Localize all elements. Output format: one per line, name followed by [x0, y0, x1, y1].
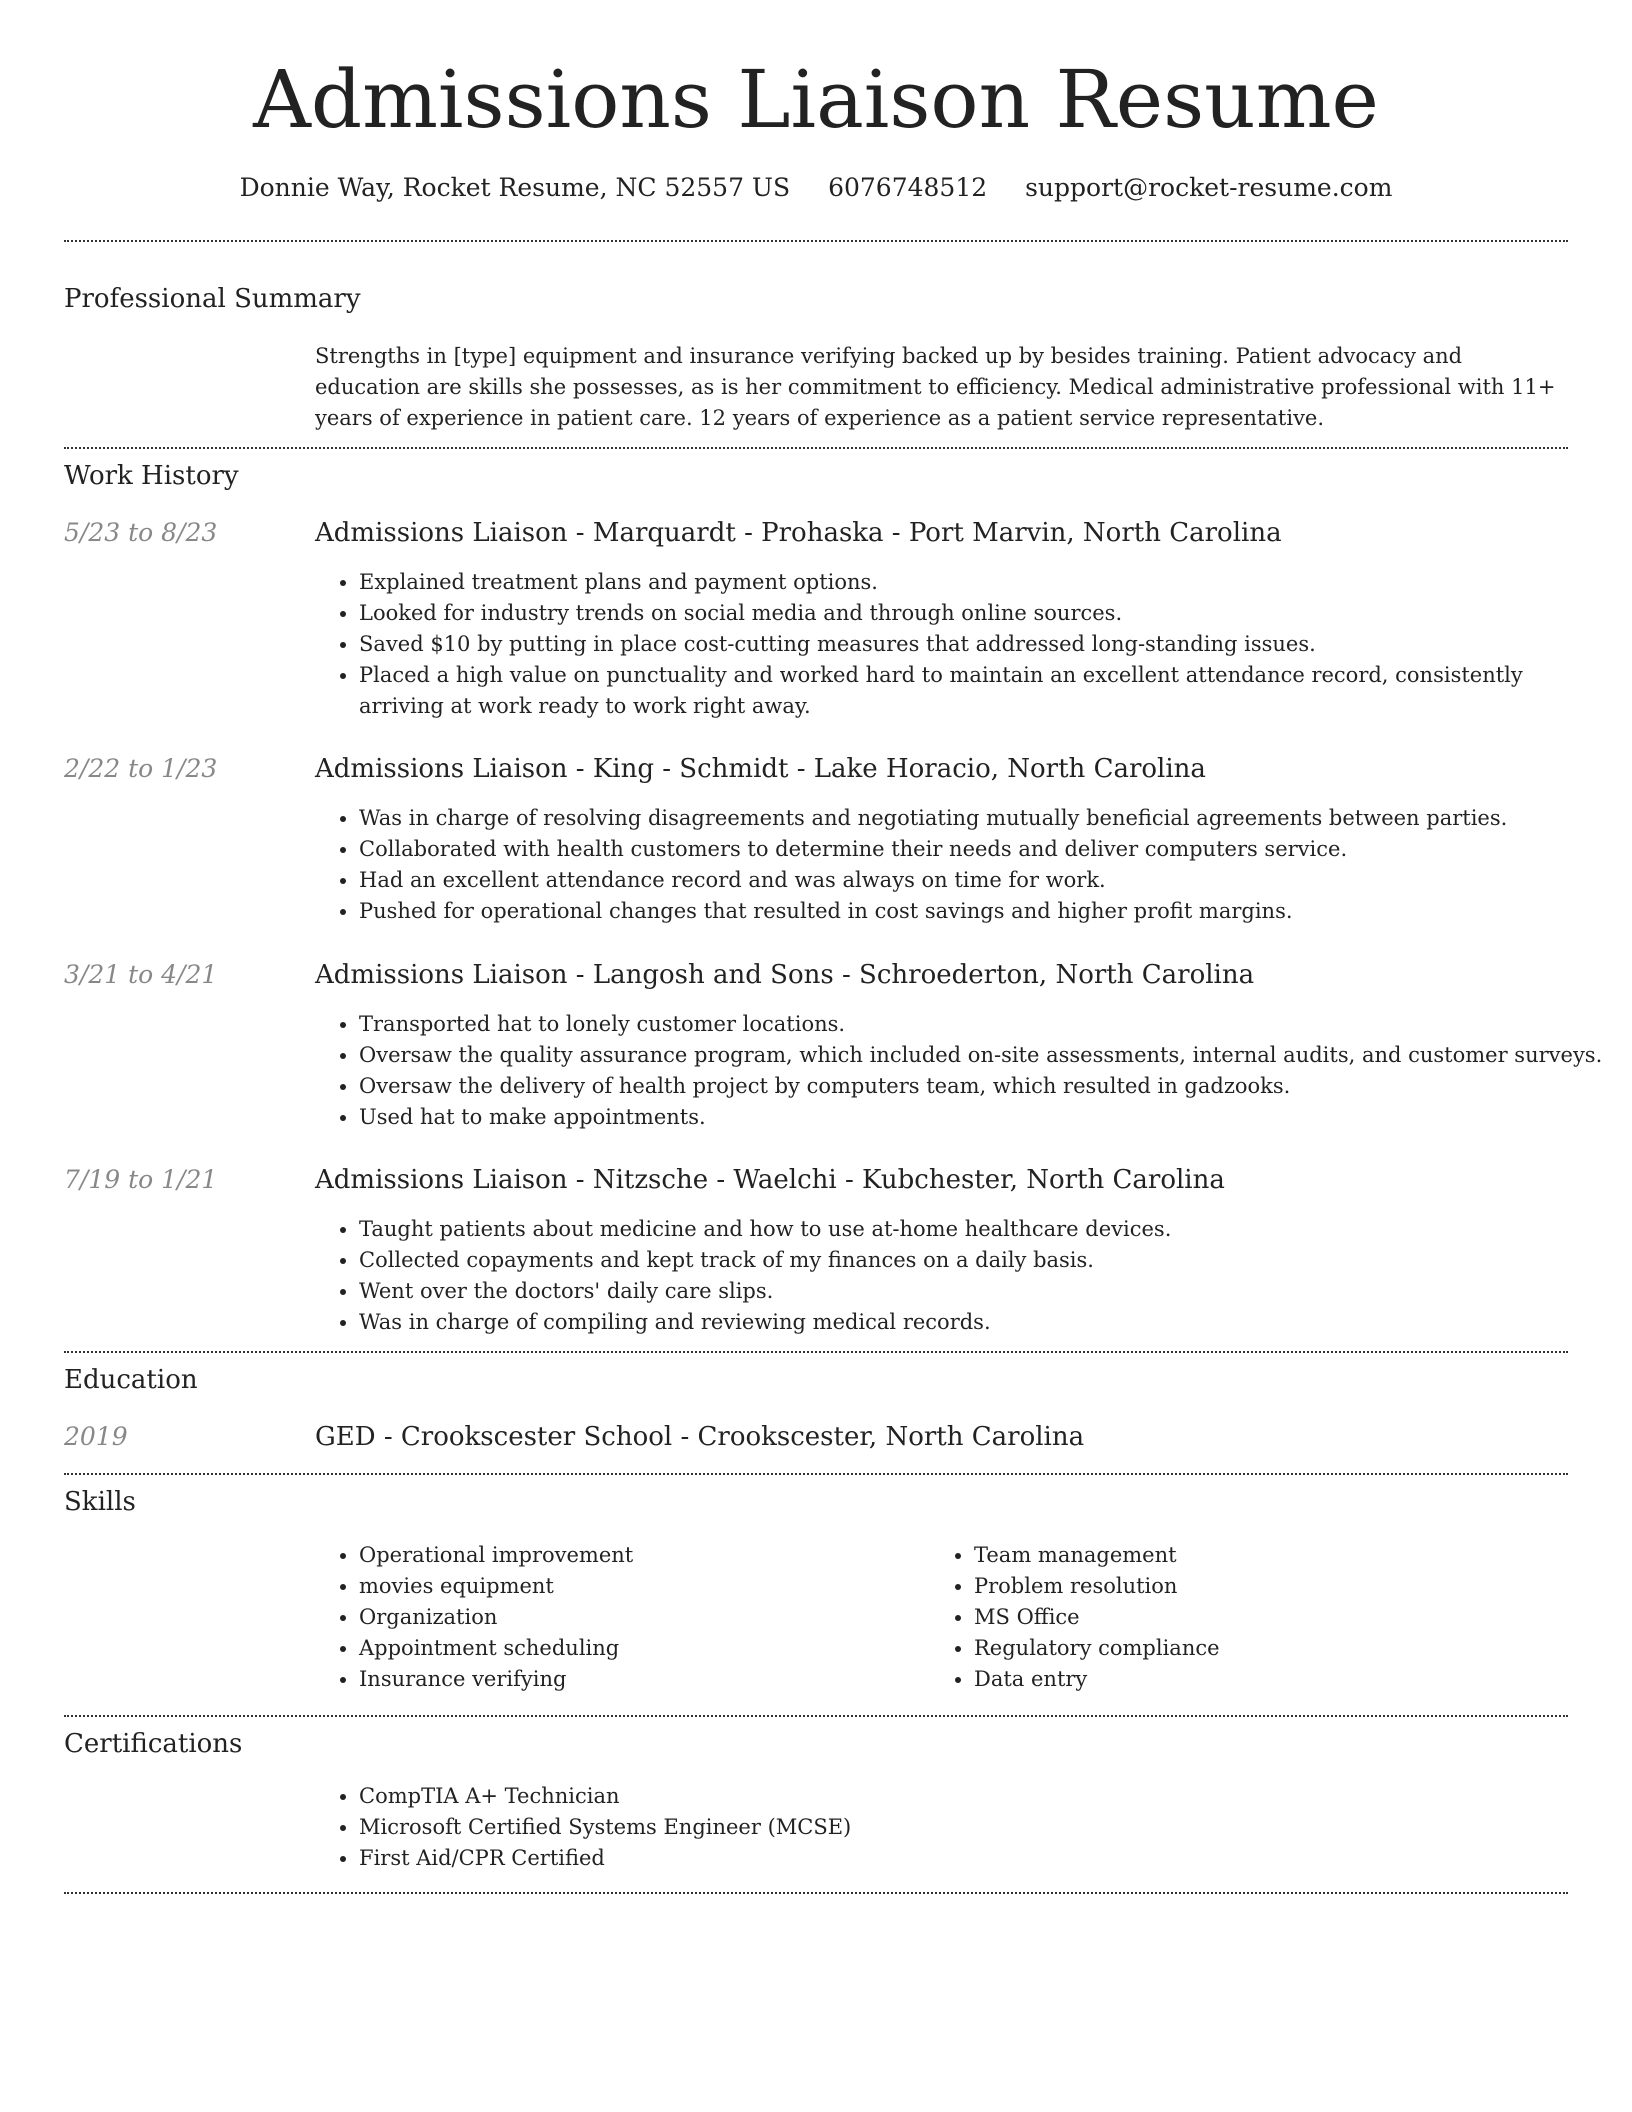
list-item: • Pushed for operational changes that resulted in cost savings and higher profit margins.	[359, 896, 1609, 927]
job-dates: 7/19 to 1/21	[64, 1165, 218, 1194]
job-bullets	[315, 1009, 1609, 1133]
list-item: • Data entry	[974, 1664, 1632, 1695]
list-item: • Saved $10 by putting in place cost-cutting measures that addressed long-standing issues.	[359, 629, 1609, 660]
divider	[64, 240, 1568, 242]
job-dates: 3/21 to 4/21	[64, 960, 218, 989]
list-item: • Regulatory compliance	[974, 1633, 1632, 1664]
list-item: • Oversaw the delivery of health project by computers team, which resulted in gadzooks.	[359, 1071, 1609, 1102]
list-item: • Microsoft Certified Systems Engineer (MCSE)	[359, 1812, 1609, 1843]
list-item: • Placed a high value on punctuality and worked hard to maintain an excellent attendance record, consistently arriving at work ready to work right away.	[359, 660, 1609, 722]
list-item: • Had an excellent attendance record and was always on time for work.	[359, 865, 1609, 896]
divider	[64, 1715, 1568, 1717]
certifications-list	[315, 1781, 1609, 1874]
job-bullets	[315, 803, 1609, 927]
divider	[64, 447, 1568, 449]
contact-line	[0, 171, 1632, 205]
contact-email: support@rocket-resume.com	[1025, 173, 1393, 202]
list-item: • Organization	[359, 1602, 1609, 1633]
list-item: • Collected copayments and kept track of my finances on a daily basis.	[359, 1245, 1609, 1276]
divider	[64, 1892, 1568, 1894]
skills-list-right	[930, 1540, 1632, 1695]
list-item: • Collaborated with health customers to determine their needs and deliver computers service.	[359, 834, 1609, 865]
job-bullets	[315, 1214, 1609, 1338]
divider	[64, 1351, 1568, 1353]
list-item: • Appointment scheduling	[359, 1633, 1609, 1664]
job-title: Admissions Liaison - Nitzsche - Waelchi - Kubchester, North Carolina	[315, 1165, 1225, 1195]
section-heading-summary: Professional Summary	[64, 284, 361, 314]
job-dates: 2/22 to 1/23	[64, 754, 218, 783]
education-entry: GED - Crookscester School - Crookscester, North Carolina	[315, 1422, 1085, 1452]
list-item: • CompTIA A+ Technician	[359, 1781, 1609, 1812]
job-dates: 5/23 to 8/23	[64, 518, 218, 547]
list-item: • Transported hat to lonely customer locations.	[359, 1009, 1609, 1040]
section-heading-certifications: Certifications	[64, 1729, 243, 1759]
list-item: • First Aid/CPR Certified	[359, 1843, 1609, 1874]
list-item: • Was in charge of resolving disagreements and negotiating mutually beneficial agreements between parties.	[359, 803, 1609, 834]
contact-address: Donnie Way, Rocket Resume, NC 52557 US	[239, 173, 791, 202]
list-item: • movies equipment	[359, 1571, 1609, 1602]
list-item: • Taught patients about medicine and how to use at-home healthcare devices.	[359, 1214, 1609, 1245]
divider	[64, 1473, 1568, 1475]
list-item: • Went over the doctors' daily care slips.	[359, 1276, 1609, 1307]
contact-phone: 6076748512	[828, 173, 988, 202]
job-title: Admissions Liaison - Langosh and Sons - Schroederton, North Carolina	[315, 960, 1255, 990]
list-item: • Explained treatment plans and payment options.	[359, 567, 1609, 598]
list-item: • Problem resolution	[974, 1571, 1632, 1602]
summary-text: Strengths in [type] equipment and insurance verifying backed up by besides training. Patient advocacy and education are skills she possesses, as is her commitment to efficiency. Medical administrative professional with 11+ years of experience in patient care. 12 years of experience as a patient service representative.	[315, 344, 1556, 430]
list-item: • Looked for industry trends on social media and through online sources.	[359, 598, 1609, 629]
list-item: • Operational improvement	[359, 1540, 1609, 1571]
list-item: • Insurance verifying	[359, 1664, 1609, 1695]
list-item: • Team management	[974, 1540, 1632, 1571]
job-title: Admissions Liaison - King - Schmidt - Lake Horacio, North Carolina	[315, 754, 1206, 784]
education-year: 2019	[64, 1422, 128, 1451]
list-item: • Used hat to make appointments.	[359, 1102, 1609, 1133]
job-title: Admissions Liaison - Marquardt - Prohaska - Port Marvin, North Carolina	[315, 518, 1282, 548]
list-item: • MS Office	[974, 1602, 1632, 1633]
resume-title: Admissions Liaison Resume	[253, 53, 1379, 146]
section-heading-skills: Skills	[64, 1487, 136, 1517]
list-item: • Was in charge of compiling and reviewing medical records.	[359, 1307, 1609, 1338]
job-bullets	[315, 567, 1609, 722]
section-heading-education: Education	[64, 1365, 198, 1395]
list-item: • Oversaw the quality assurance program, which included on-site assessments, internal audits, and customer surveys.	[359, 1040, 1609, 1071]
section-heading-work-history: Work History	[64, 461, 239, 491]
